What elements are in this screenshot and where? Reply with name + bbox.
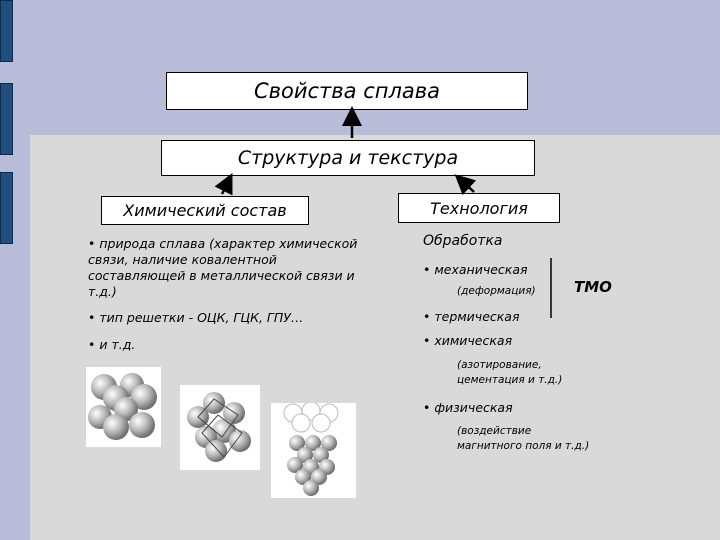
technology-box: [398, 193, 560, 223]
side-bar-3: [0, 172, 13, 244]
side-bar-1: [0, 0, 13, 62]
bullet-physical: • физическая: [423, 400, 513, 415]
chemical-composition-label: Химический состав: [123, 201, 287, 220]
bullet-mechanical: • механическая: [423, 262, 528, 277]
structure-texture-box: [161, 140, 535, 176]
chemical-note-1: (азотирование,: [457, 359, 542, 371]
tmo-label: ТМО: [574, 278, 612, 296]
alloy-properties-label: Свойства сплава: [253, 79, 441, 103]
hcp-lattice-image: [271, 403, 356, 498]
bullet-bond-nature: • природа сплава (характер химической связи, наличие ковалентной составляющей в металлической связи и т.д.): [88, 236, 358, 299]
side-bar-2: [0, 83, 13, 155]
bullet-thermal: • термическая: [423, 309, 520, 324]
structure-texture-label: Структура и текстура: [237, 147, 459, 169]
chemical-note-2: цементация и т.д.): [457, 374, 563, 386]
alloy-properties-box: [166, 72, 528, 110]
technology-label: Технология: [430, 198, 528, 218]
bullet-etc: • и т.д.: [88, 337, 136, 352]
physical-note-2: магнитного поля и т.д.): [457, 440, 590, 452]
bcc-lattice-image: [86, 367, 161, 447]
bullet-chemical: • химическая: [423, 333, 513, 348]
bullet-lattice-type: • тип решетки - ОЦК, ГЦК, ГПУ…: [88, 310, 304, 325]
physical-note-1: (воздействие: [457, 425, 532, 437]
processing-heading: Обработка: [423, 233, 503, 249]
background-top: [0, 0, 720, 135]
fcc-lattice-image: [180, 385, 260, 470]
mechanical-note: (деформация): [457, 285, 536, 297]
chemical-composition-box: [101, 196, 309, 225]
